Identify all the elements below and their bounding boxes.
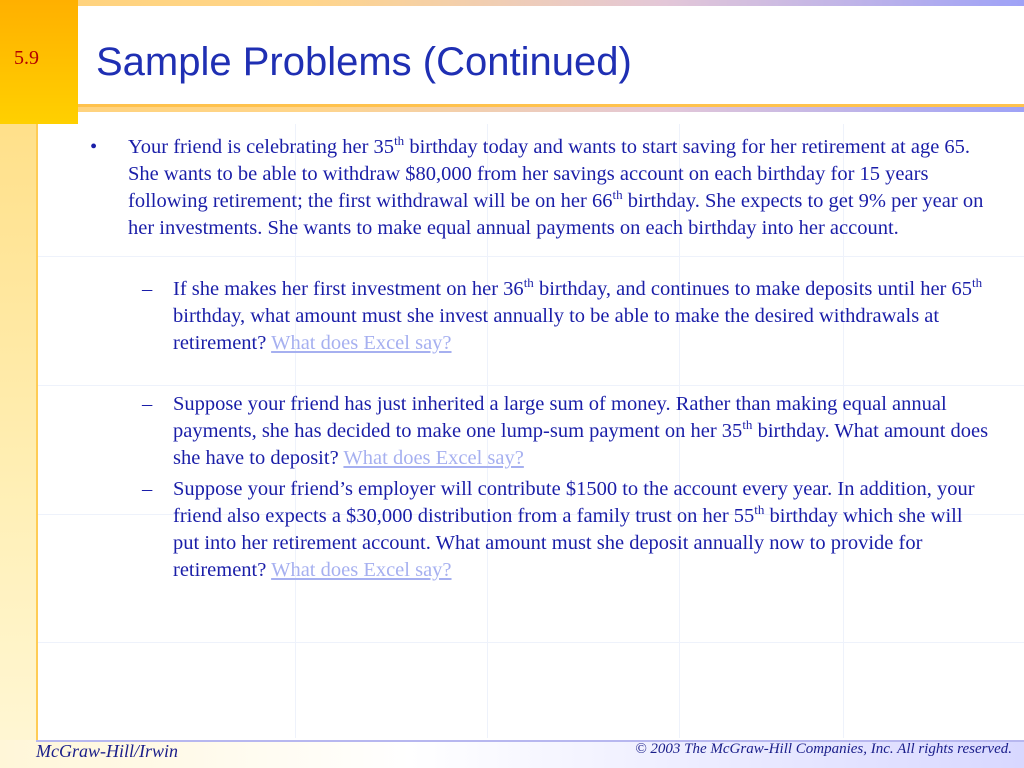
sub-text: birthday, and continues to make deposits until her 65 [533,278,973,300]
ordinal-suffix: th [742,417,753,433]
excel-link[interactable]: What does Excel say? [343,447,524,469]
sub-bullet-2 [90,391,990,472]
slide-content [90,134,990,584]
dash-mark: – [142,278,153,300]
copyright-notice: © 2003 The McGraw-Hill Companies, Inc. All rights reserved. [635,741,1012,757]
bullet-mark: • [90,136,98,158]
sub-text: birthday which she will put into her retirement account. What amount must she deposit annually now to provide for retirement? [173,505,963,581]
ordinal-suffix: th [394,133,405,149]
left-accent-line [36,124,38,744]
sub-bullet-1 [90,276,990,357]
bullet-text: birthday. She expects to get 9% per year on her investments. She wants to make equal annual payments on each birthday into her account. [128,190,984,239]
slide-number: 5.9 [14,47,39,69]
sub-text: If she makes her first investment on her 36 [173,278,524,300]
slide-number-block [0,0,78,124]
left-accent-bar [0,124,36,768]
excel-link[interactable]: What does Excel say? [271,332,452,354]
dash-mark: – [142,478,153,500]
sub-text: birthday. What amount does she have to deposit? [173,420,989,469]
excel-link[interactable]: What does Excel say? [271,559,452,581]
sub-text: birthday, what amount must she invest annually to be able to make the desired withdrawals at retirement? [173,305,940,354]
ordinal-suffix: th [754,502,765,518]
dash-mark: – [142,393,153,415]
sub-text: Suppose your friend’s employer will contribute $1500 to the account every year. In addition, your friend also expects a $30,000 distribution from a family trust on her 55 [173,478,975,527]
ordinal-suffix: th [972,275,983,291]
grid-line [38,642,1024,643]
bullet-text: birthday today and wants to start saving for her retirement at age 65. She wants to be able to withdraw $80,000 from her savings account on each birthday for 15 years following retirement; the first withdrawal will be on her 66 [128,136,971,212]
slide-title: Sample Problems (Continued) [96,40,632,84]
sub-text: Suppose your friend has just inherited a large sum of money. Rather than making equal annual payments, she has decided to make one lump-sum payment on her 35 [173,393,947,442]
publisher-name: McGraw-Hill/Irwin [36,741,178,761]
ordinal-suffix: th [612,187,623,203]
sub-bullet-3 [90,476,990,584]
ordinal-suffix: th [523,275,534,291]
main-bullet [90,134,990,242]
bullet-text: Your friend is celebrating her 35 [128,136,395,158]
